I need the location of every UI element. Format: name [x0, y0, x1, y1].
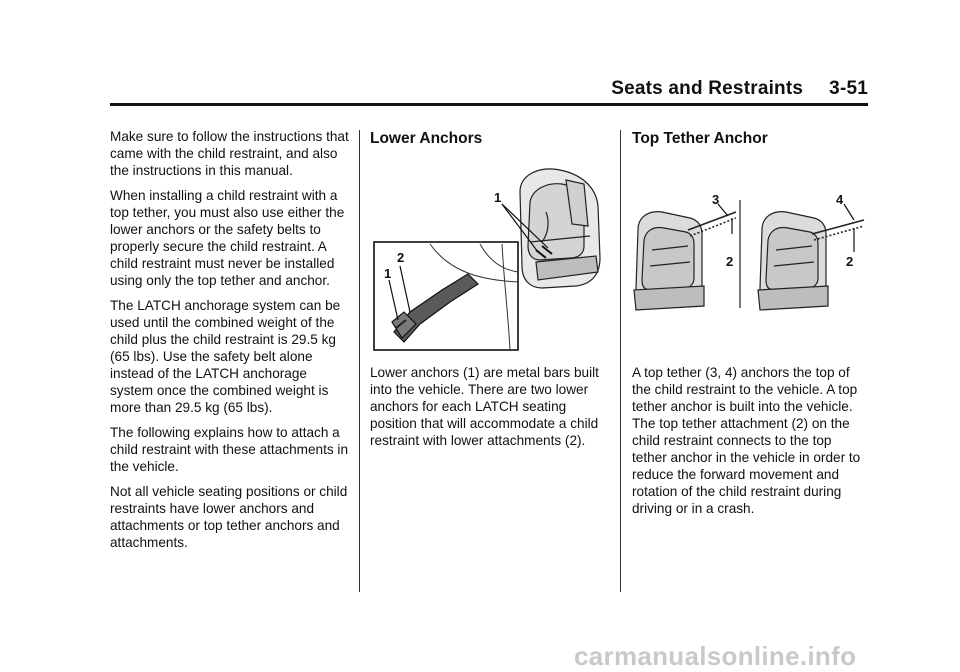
seat-drawing-left	[634, 212, 704, 310]
top-tether-description: A top tether (3, 4) anchors the top of the child restraint to the vehicle. A top tether anchor is built into the vehicle. The top tether attachment (2) on the child restraint connects to the top tether anchor in the vehicle in order to reduce the forward movement and rotation of the child restraint during driving or in a crash.	[632, 365, 861, 516]
callout-2-right: 2	[846, 254, 854, 269]
callout-3: 3	[712, 192, 720, 207]
callout-2-inset: 2	[397, 250, 405, 265]
watermark: carmanualsonline.info	[574, 641, 857, 671]
section-heading-top-tether: Top Tether Anchor	[632, 130, 768, 147]
paragraph: The LATCH anchorage system can be used until the combined weight of the child plus the child restraint is 29.5 kg (65 lbs). Use the safety belt alone instead of the LATCH anchorage system once the combined weight is more than 29.5 kg (65 lbs).	[110, 298, 341, 415]
column-divider-right	[620, 130, 621, 592]
callout-4: 4	[836, 192, 844, 207]
paragraph: Make sure to follow the instructions that came with the child restraint, and also the instructions in this manual.	[110, 129, 349, 178]
page-number: 3-51	[829, 78, 868, 99]
inset-detail	[374, 242, 518, 350]
paragraph: The following explains how to attach a child restraint with these attachments in the vehicle.	[110, 425, 349, 474]
section-heading-lower-anchors: Lower Anchors	[370, 130, 483, 147]
car-seat-drawing	[520, 169, 600, 288]
page-header	[110, 78, 868, 108]
top-tether-illustration	[632, 190, 870, 315]
section-title: Seats and Restraints	[611, 78, 804, 99]
paragraph: When installing a child restraint with a top tether, you must also use either the lower anchors or the safety belts to properly secure the child restraint. A child restraint must never be installed using only the top tether and anchor.	[110, 188, 345, 288]
callout-2-left: 2	[726, 254, 734, 269]
column-intro	[110, 128, 350, 559]
column-top-tether	[632, 128, 870, 149]
paragraph: Not all vehicle seating positions or child restraints have lower anchors and attachments or top tether anchors and attachments.	[110, 484, 348, 550]
column-divider-left	[359, 130, 360, 592]
header-rule	[110, 103, 868, 106]
lower-anchors-illustration	[370, 162, 608, 352]
lower-anchors-description: Lower anchors (1) are metal bars built into the vehicle. There are two lower anchors for each LATCH seating position that will accommodate a child restraint with lower attachments (2).	[370, 365, 599, 448]
column-lower-anchors	[370, 128, 605, 149]
header-title	[611, 78, 868, 100]
seat-drawing-right	[758, 212, 828, 310]
callout-1-top: 1	[494, 190, 502, 205]
callout-1-inset: 1	[384, 266, 392, 281]
